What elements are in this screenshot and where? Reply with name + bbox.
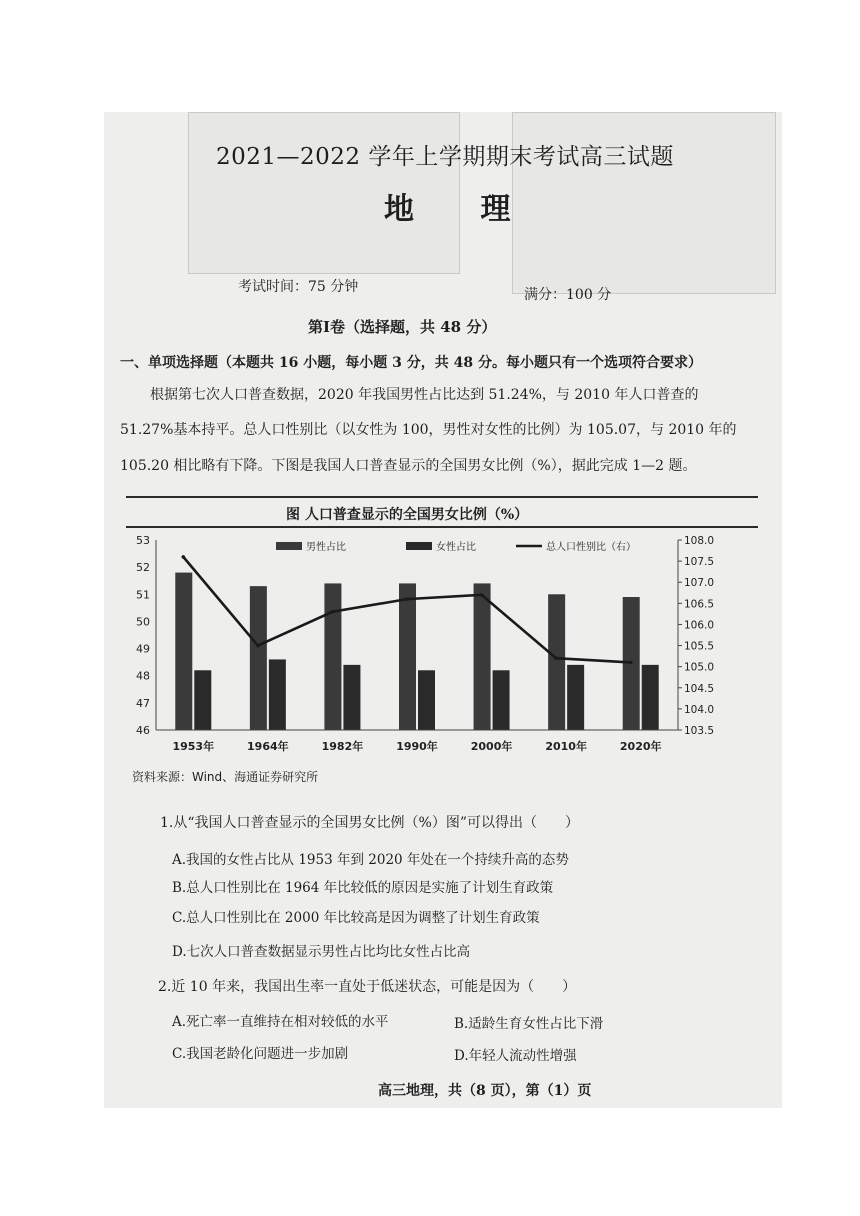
male-bar: [399, 583, 416, 730]
female-bar: [493, 670, 510, 730]
question-2-stem: 2.近 10 年来，我国出生率一直处于低迷状态，可能是因为（ ）: [158, 979, 577, 995]
caption-rule-bottom: [126, 526, 758, 528]
question-1-option-a: A.我国的女性占比从 1953 年到 2020 年处在一个持续升高的态势: [172, 852, 569, 868]
female-bar: [343, 665, 360, 730]
question-2-option-b: B.适龄生育女性占比下滑: [454, 1016, 604, 1032]
full-score: 满分：100 分: [524, 287, 612, 303]
section-title: 第Ⅰ卷（选择题，共 48 分）: [308, 318, 497, 336]
x-tick-label: 2020年: [619, 740, 662, 753]
exam-time: 考试时间：75 分钟: [238, 279, 359, 295]
question-1-stem: 1.从“我国人口普查显示的全国男女比例（%）图”可以得出（ ）: [160, 815, 579, 831]
caption-rule-top: [126, 496, 758, 498]
legend-ratio-label: 总人口性别比（右）: [546, 542, 636, 553]
x-tick-label: 1982年: [321, 740, 364, 753]
female-bar: [418, 670, 435, 730]
y-right-tick-label: 107.5: [684, 556, 715, 569]
male-bar: [548, 594, 565, 730]
legend-female-swatch: [406, 542, 432, 550]
legend-male-label: 男性占比: [306, 542, 346, 553]
intro-line: 根据第七次人口普查数据，2020 年我国男性占比达到 51.24%，与 2010 年人口普查的: [150, 387, 699, 403]
exam-title: 2021—2022 学年上学期期末考试高三试题: [216, 144, 674, 170]
x-tick-label: 2000年: [470, 740, 513, 753]
chart-source: 资料来源：Wind、海通证券研究所: [132, 770, 319, 784]
sex-ratio-point: [629, 661, 633, 665]
sex-ratio-point: [405, 597, 409, 601]
x-tick-label: 1990年: [396, 740, 438, 753]
y-left-tick-label: 49: [136, 642, 150, 656]
y-left-tick-label: 47: [136, 696, 150, 710]
question-1-option-d: D.七次人口普查数据显示男性占比均比女性占比高: [172, 944, 471, 960]
question-1-option-c: C.总人口性别比在 2000 年比较高是因为调整了计划生育政策: [172, 910, 540, 926]
question-2-option-d: D.年轻人流动性增强: [454, 1048, 577, 1064]
female-bar: [194, 670, 211, 730]
x-tick-label: 1953年: [172, 740, 215, 753]
question-2-option-c: C.我国老龄化问题进一步加剧: [172, 1046, 349, 1062]
x-tick-label: 2010年: [545, 740, 587, 753]
y-right-tick-label: 107.0: [684, 577, 715, 590]
female-bar: [642, 665, 659, 730]
male-bar: [175, 573, 192, 730]
legend-female-label: 女性占比: [436, 542, 476, 553]
y-right-tick-label: 104.5: [684, 682, 715, 695]
male-bar: [250, 586, 267, 730]
sex-ratio-point: [554, 656, 558, 660]
legend-male-swatch: [276, 542, 302, 550]
section-heading: 一、单项选择题（本题共 16 小题，每小题 3 分，共 48 分。每小题只有一个选项符合要求）: [120, 355, 702, 371]
y-right-tick-label: 106.0: [684, 619, 715, 632]
y-right-tick-label: 105.5: [684, 640, 715, 653]
sex-ratio-point: [480, 593, 484, 597]
y-left-tick-label: 50: [136, 615, 150, 629]
female-bar: [567, 665, 584, 730]
y-right-tick-label: 105.0: [684, 661, 715, 674]
y-right-tick-label: 103.5: [684, 725, 715, 737]
sex-ratio-point: [256, 644, 260, 648]
question-2-option-a: A.死亡率一直维持在相对较低的水平: [172, 1014, 389, 1030]
intro-line: 51.27%基本持平。总人口性别比（以女性为 100，男性对女性的比例）为 105.07，与 2010 年的: [120, 422, 737, 438]
y-right-tick-label: 104.0: [684, 703, 715, 716]
sex-ratio-point: [331, 610, 335, 614]
y-right-tick-label: 108.0: [684, 535, 715, 547]
sex-ratio-point: [181, 555, 185, 559]
y-left-tick-label: 46: [136, 724, 150, 737]
x-tick-label: 1964年: [247, 740, 289, 753]
y-left-tick-label: 51: [136, 588, 150, 602]
intro-line: 105.20 相比略有下降。下图是我国人口普查显示的全国男女比例（%），据此完成 1—2 题。: [120, 458, 697, 474]
y-left-tick-label: 52: [136, 561, 150, 575]
sex-ratio-chart: [126, 530, 726, 770]
y-left-tick-label: 53: [136, 534, 150, 547]
male-bar: [324, 583, 341, 730]
female-bar: [269, 659, 286, 730]
y-left-tick-label: 48: [136, 669, 150, 683]
chart-title: 图 人口普查显示的全国男女比例（%）: [286, 507, 529, 523]
page-footer: 高三地理，共（8 页），第（1）页: [378, 1083, 592, 1099]
male-bar: [474, 583, 491, 730]
question-1-option-b: B.总人口性别比在 1964 年比较低的原因是实施了计划生育政策: [172, 880, 554, 896]
y-right-tick-label: 106.5: [684, 598, 715, 611]
subject-title: 地 理: [384, 192, 539, 227]
